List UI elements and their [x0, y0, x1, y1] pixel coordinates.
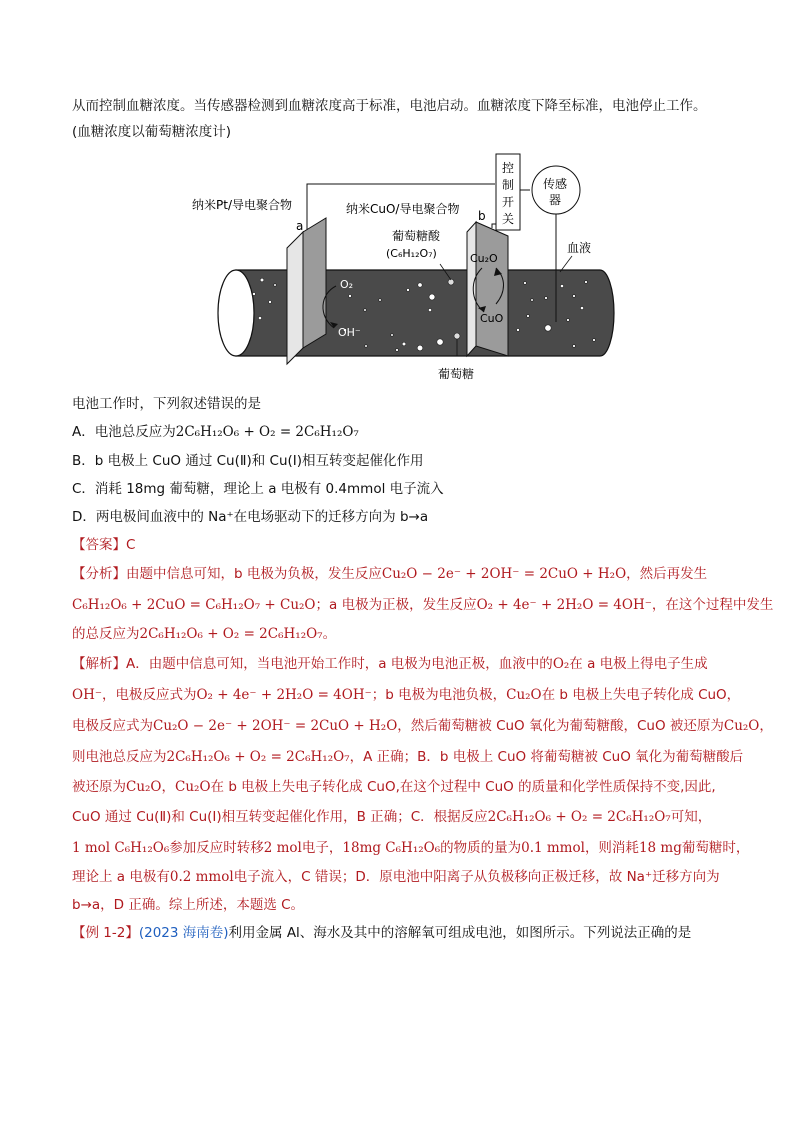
example-text: 利用金属 Al、海水及其中的溶解氧可组成电池，如图所示。下列说法正确的是 [228, 925, 692, 941]
intro-line-2: (血糖浓度以葡萄糖浓度计) [72, 124, 232, 140]
explanation-line-2: OH⁻，电极反应式为O₂ + 4e⁻ + 2H₂O = 4OH⁻；b 电极为电池负极，Cu₂O在 b 电极上失电子转化成 CuO， [72, 687, 741, 703]
answer-value: C [126, 537, 136, 553]
example-line [72, 923, 691, 943]
label-sensor-2: 器 [549, 193, 562, 207]
answer-line [72, 535, 135, 555]
label-cuo: CuO [480, 312, 504, 325]
label-electrode-a: a [296, 219, 304, 233]
option-d: D．两电极间血液中的 Na⁺在电场驱动下的迁移方向为 b→a [72, 509, 429, 525]
label-gluconic-formula: (C₆H₁₂O₇) [386, 247, 437, 260]
label-switch-1: 控 [502, 161, 515, 175]
option-b: B．b 电极上 CuO 通过 Cu(Ⅱ)和 Cu(Ⅰ)相互转变起催化作用 [72, 453, 424, 469]
analysis-line-3: 的总反应为2C₆H₁₂O₆ + O₂ = 2C₆H₁₂O₇。 [72, 626, 337, 642]
label-cu2o: Cu₂O [470, 252, 498, 265]
analysis-line-1: 【分析】由题中信息可知，b 电极为负极，发生反应Cu₂O − 2e⁻ + 2OH⁻ = 2CuO + H₂O，然后再发生 [72, 566, 708, 582]
explanation-line-3: 电极反应式为Cu₂O − 2e⁻ + 2OH⁻ = 2CuO + H₂O，然后葡萄糖被 CuO 氧化为葡萄糖酸，CuO 被还原为Cu₂O， [72, 718, 773, 734]
label-electrode-b: b [478, 209, 486, 223]
label-o2: O₂ [340, 278, 354, 291]
battery-diagram [0, 0, 794, 400]
label-switch-2: 制 [502, 178, 515, 192]
label-oh: OH⁻ [338, 326, 361, 339]
option-c: C．消耗 18mg 葡萄糖，理论上 a 电极有 0.4mmol 电子流入 [72, 481, 444, 497]
option-a: A．电池总反应为2C₆H₁₂O₆ + O₂ = 2C₆H₁₂O₇ [72, 424, 359, 440]
explanation-line-5: 被还原为Cu₂O，Cu₂O在 b 电极上失电子转化成 CuO,在这个过程中 CuO 的质量和化学性质保持不变,因此, [72, 779, 716, 795]
intro-line-1: 从而控制血糖浓度。当传感器检测到血糖浓度高于标准，电池启动。血糖浓度下降至标准，电池停止工作。 [72, 98, 707, 114]
label-cuo-polymer: 纳米CuO/导电聚合物 [346, 202, 460, 216]
question-stem: 电池工作时，下列叙述错误的是 [72, 396, 261, 412]
explanation-line-1: 【解析】A．由题中信息可知，当电池开始工作时，a 电极为电池正极，血液中的O₂在 a 电极上得电子生成 [72, 656, 708, 672]
explanation-line-7: 1 mol C₆H₁₂O₆参加反应时转移2 mol电子，18mg C₆H₁₂O₆的物质的量为0.1 mmol，则消耗18 mg葡萄糖时， [72, 840, 750, 856]
label-gluconic-acid: 葡萄糖酸 [392, 229, 441, 243]
example-source: (2023 海南卷) [138, 925, 229, 941]
label-glucose: 葡萄糖 [438, 367, 475, 381]
analysis-line-2: C₆H₁₂O₆ + 2CuO = C₆H₁₂O₇ + Cu₂O；a 电极为正极，发生反应O₂ + 4e⁻ + 2H₂O = 4OH⁻，在这个过程中发生 [72, 597, 774, 613]
explanation-line-8: 理论上 a 电极有0.2 mmol电子流入，C 错误；D．原电池中阳离子从负极移向正极迁移，故 Na⁺迁移方向为 [72, 869, 720, 885]
label-switch-4: 关 [502, 212, 515, 226]
explanation-line-9: b→a，D 正确。综上所述，本题选 C。 [72, 897, 305, 913]
label-sensor-1: 传感 [543, 177, 568, 191]
explanation-line-6: CuO 通过 Cu(Ⅱ)和 Cu(Ⅰ)相互转变起催化作用，B 正确；C．根据反应2C₆H₁₂O₆ + O₂ = 2C₆H₁₂O₇可知， [72, 809, 712, 825]
answer-tag: 【答案】 [72, 537, 126, 553]
label-pt-polymer: 纳米Pt/导电聚合物 [192, 198, 292, 212]
label-blood: 血液 [567, 241, 592, 255]
label-switch-3: 开 [502, 195, 515, 209]
explanation-line-4: 则电池总反应为2C₆H₁₂O₆ + O₂ = 2C₆H₁₂O₇，A 正确；B．b 电极上 CuO 将葡萄糖被 CuO 氧化为葡萄糖酸后 [72, 749, 744, 765]
example-tag: 【例 1-2】 [72, 925, 139, 941]
